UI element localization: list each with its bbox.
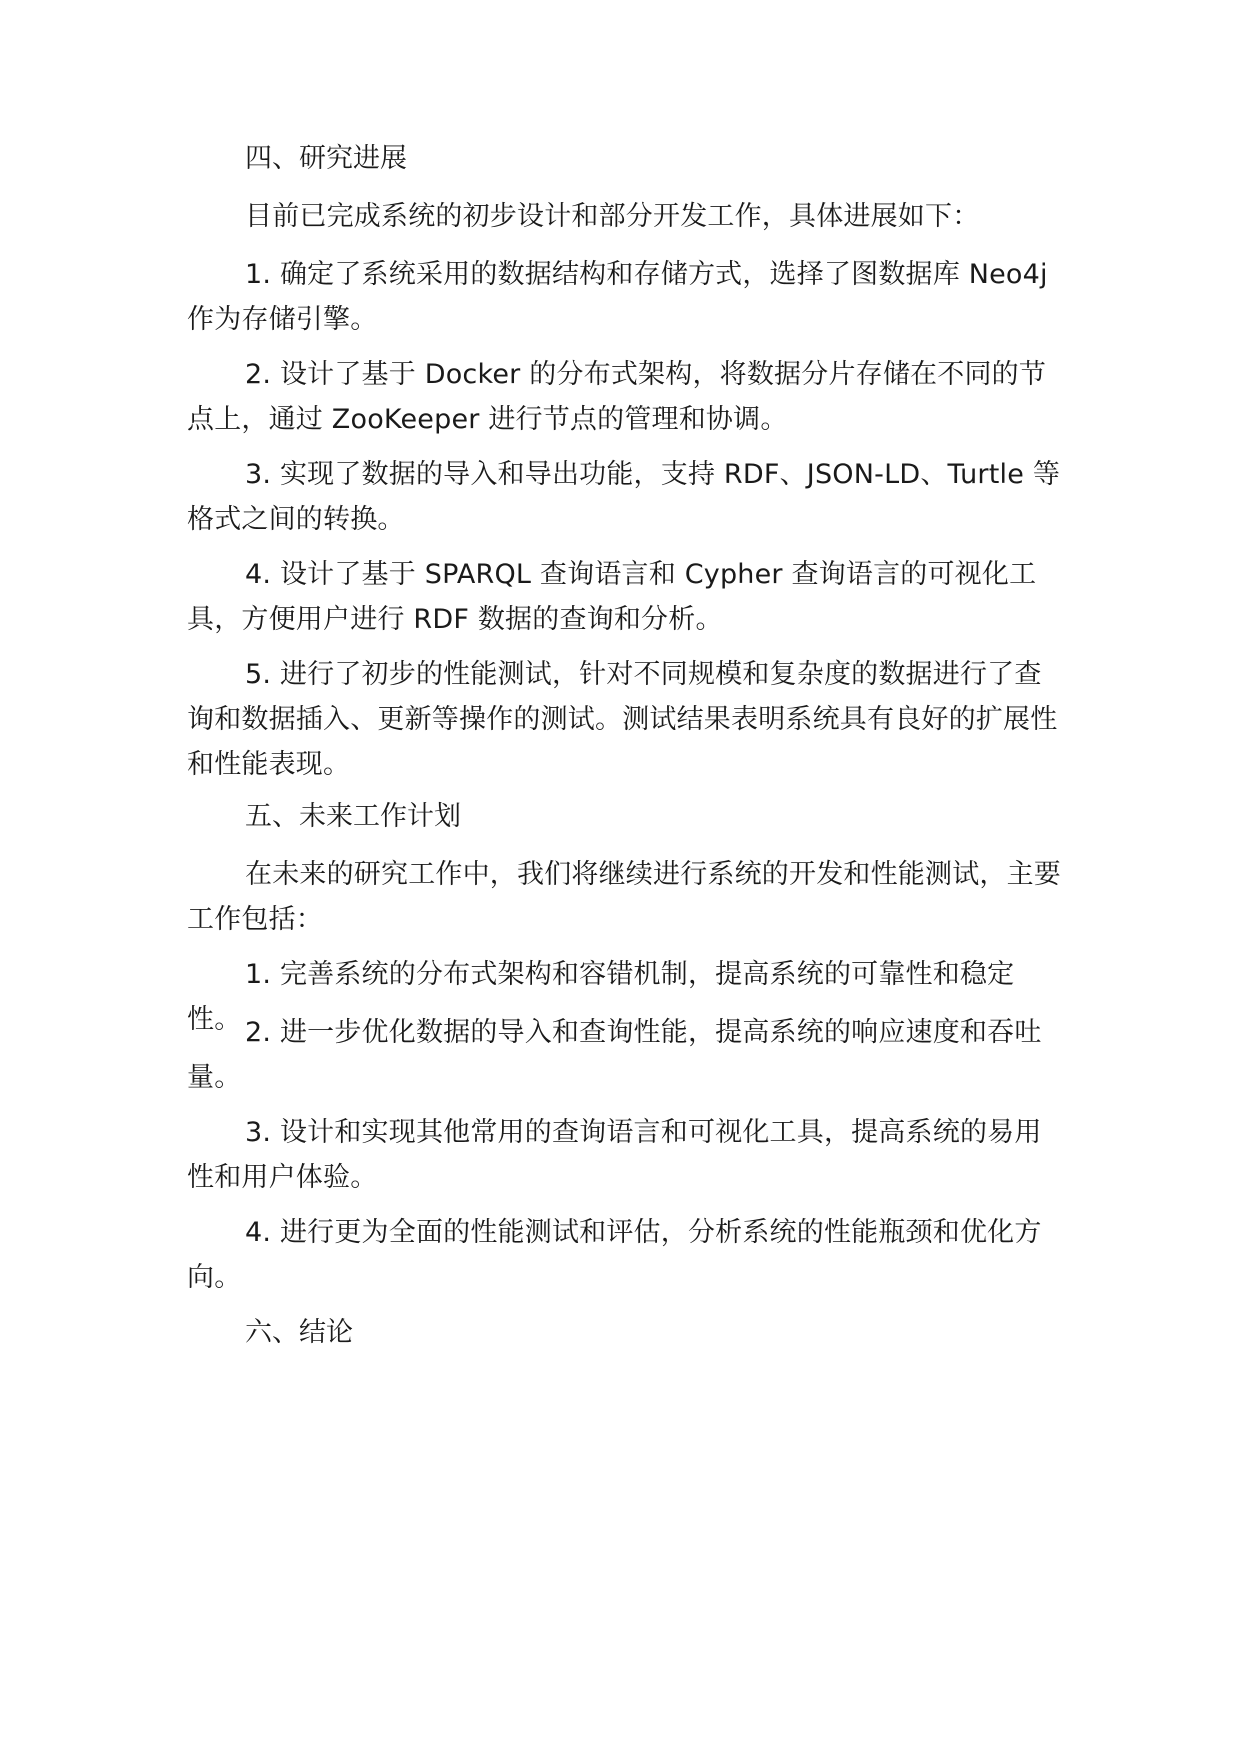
progress-item-5: 5. 进行了初步的性能测试，针对不同规模和复杂度的数据进行了查询和数据插入、更新等操作的测试。测试结果表明系统具有良好的扩展性和性能表现。 xyxy=(187,659,1058,780)
future-item-2: 2. 进一步优化数据的导入和查询性能，提高系统的响应速度和吞吐量。 xyxy=(187,1017,1042,1093)
section-intro-future-work: 在未来的研究工作中，我们将继续进行系统的开发和性能测试，主要工作包括： xyxy=(187,859,1061,935)
progress-item-2: 2. 设计了基于 Docker 的分布式架构，将数据分片存储在不同的节点上，通过 ZooKeeper 进行节点的管理和协调。 xyxy=(187,359,1047,435)
progress-item-1: 1. 确定了系统采用的数据结构和存储方式，选择了图数据库 Neo4j 作为存储引擎。 xyxy=(187,259,1048,335)
future-item-1: 1. 完善系统的分布式架构和容错机制，提高系统的可靠性和稳定性。 xyxy=(187,959,1015,1035)
section-heading-progress: 四、研究进展 xyxy=(245,143,407,174)
progress-item-4: 4. 设计了基于 SPARQL 查询语言和 Cypher 查询语言的可视化工具，方便用户进行 RDF 数据的查询和分析。 xyxy=(187,559,1037,635)
future-item-3: 3. 设计和实现其他常用的查询语言和可视化工具，提高系统的易用性和用户体验。 xyxy=(187,1117,1042,1193)
progress-item-3: 3. 实现了数据的导入和导出功能，支持 RDF、JSON-LD、Turtle 等格式之间的转换。 xyxy=(187,459,1061,535)
section-intro-progress: 目前已完成系统的初步设计和部分开发工作，具体进展如下： xyxy=(245,201,980,232)
future-item-4: 4. 进行更为全面的性能测试和评估，分析系统的性能瓶颈和优化方向。 xyxy=(187,1217,1042,1293)
section-heading-future-work: 五、未来工作计划 xyxy=(245,801,461,832)
section-heading-conclusion: 六、结论 xyxy=(245,1317,353,1348)
